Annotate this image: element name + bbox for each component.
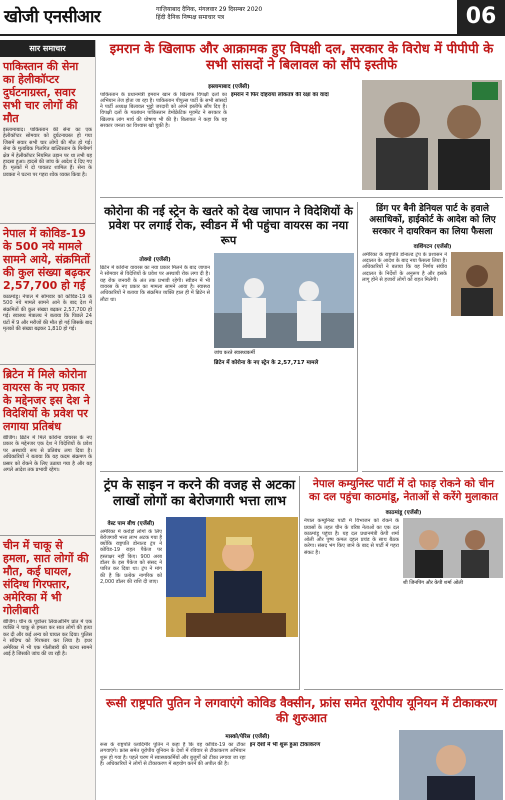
brief-body: इस्लामाबाद। पाकिस्तान की सेना का एक हेलीकॉप्टर सोमवार को दुर्घटनाग्रस्त हो गया जिसमें सवार सभी चार लोगों की मौत हो गई। सेना के मुताबिक गिलगित बाल्टिस्तान के मिनीमर्ग क्षेत्र में हेलीकॉप्टर नियमित उड़ान पर था तभी यह हादसा हुआ। हादसे की जांच के आदेश दे दिए गए हैं। मृतकों में दो पायलट शामिल हैं। सेना के प्रवक्ता ने घटना पर गहरा शोक व्यक्त किया है। [0,127,95,223]
brief-headline: चीन में चाकू से हमला, सात लोगों की मौत, कई घायल, संदिग्ध गिरफ्तार, अमेरिका में भी गोलीबारी [3,539,89,617]
story-byline: मास्को/पेरिस (एजेंसी) [225,734,270,740]
story-body-continued [231,92,358,196]
story-subhead: ब्रिटेन में कोरोना के नए स्ट्रेन के 2,57,717 मामले [214,360,319,367]
story-byline: काठमांडू (एजेंसी) [385,510,422,517]
story-trump [100,476,300,690]
sidebar-briefs [0,40,96,800]
sidebar-title: सार समाचार [0,40,95,57]
story-putin [100,694,503,800]
story-subhead: इमरान ने फिर दोहराया लोकतंत्र की रक्षा का वादा [231,91,329,98]
story-photo [451,252,503,316]
brief-body: काठमांडू। नेपाल में सोमवार को कोविड-19 के 500 नये मामले सामने आने के बाद देश में संक्रमितों की कुल संख्या बढ़कर 2,57,700 हो गई। स्वास्थ्य मंत्रालय ने बताया कि पिछले 24 घंटों में 9 और मरीजों की मौत हो गई जिसके बाद मृतकों की संख्या बढ़कर 1,810 हो गई। [0,294,95,364]
main-news-area [100,40,503,800]
story-body: अमेरिका के राष्ट्रपति डोनाल्ड ट्रंप के प्रशासन ने अदालत के आदेश के बाद नया फैसला लिया है। अधिकारियों ने बताया कि यह निर्णय संघीय अदालत के निर्देशों के अनुरूप है और इसके लागू होने से हजारों लोगों को राहत मिलेगी। [362,251,447,283]
story-headline: नेपाल कम्युनिस्ट पार्टी में दो फाड़ रोकने को चीन का दल पहुंचा काठमांडू, नेताओं से करेंगे मुलाकात [309,478,498,504]
story-headline: कोरोना की नई स्ट्रेन के खतरे को देख जापान ने विदेशियों के प्रवेश पर लगाई रोक, स्वीडन में भी पहुंचा वायरस का नया रूप [104,204,353,247]
person-photo [451,252,503,316]
imran-bilawal-photo [362,80,502,190]
newspaper-logo: खोजी एनसीआर [4,7,101,27]
brief-body: बीजिंग। ब्रिटेन में मिले कोरोना वायरस के नए प्रकार के मद्देनजर एक देश ने विदेशियों के प्रवेश पर अस्थायी रूप से प्रतिबंध लगा दिया है। अधिकारियों ने बताया कि यह कदम संक्रमण के प्रसार को रोकने के लिए उठाया गया है और यह अगले आदेश तक प्रभावी रहेगा। [0,435,95,535]
masthead [0,0,505,36]
story-photo [399,730,503,800]
tagline: हिंदी दैनिक निष्पक्ष समाचार पत्र [156,14,225,21]
leaders-photo [403,518,503,578]
story-body-continued [403,588,503,668]
page-number: 06 [457,0,505,34]
story-photo [214,253,354,348]
photo-caption: जांच करते स्वास्थ्यकर्मी [214,350,255,357]
brief-item [0,536,95,739]
story-photo [362,80,502,190]
story-byline: वेस्ट पाम बीच (एजेंसी) [107,520,155,527]
story-body-continued [214,366,354,446]
story-subhead: इन देशों में भी शुरू हुआ टीकाकरण [249,742,321,748]
brief-headline: पाकिस्तान की सेना का हेलीकॉप्टर दुर्घटनाग्रस्त, सवार सभी चार लोगों की मौत [3,60,79,125]
date-line: गाज़ियाबाद दैनिक, मंगलवार 29 दिसम्बर 2020 [156,6,263,13]
story-byline: इस्लामाबाद (एजेंसी) [208,83,250,90]
story-body: रूस के राष्ट्रपति व्लादिमीर पुतिन ने कहा है कि वह कोविड-19 का टीका लगवाएंगे। फ्रांस समेत यूरोपीय यूनियन के देशों में रविवार से टीकाकरण अभियान शुरू हो गया है। पहले चरण में स्वास्थ्यकर्मियों और बुजुर्गों को टीका लगाया जा रहा है। अधिकारियों ने लोगों से टीकाकरण में सहयोग करने की अपील की है। [100,742,246,767]
story-imran [100,40,503,198]
story-body: पाकिस्तान के प्रधानमंत्री इमरान खान के खिलाफ विपक्षी दलों का अभियान तेज होता जा रहा है। पाकिस्तान पीपुल्स पार्टी के सभी सांसदों ने पार्टी अध्यक्ष बिलावल भुट्टो जरदारी को अपने इस्तीफे सौंप दिए हैं। विपक्षी दलों के गठबंधन पाकिस्तान डेमोक्रेटिक मूवमेंट ने सरकार के खिलाफ लांग मार्च की घोषणा भी की है। बिलावल ने कहा कि यह सरकार जनता का विश्वास खो चुकी है। [100,91,227,129]
story-headline: इमरान के खिलाफ और आक्रामक हुए विपक्षी दल, सरकार के विरोध में पीपीपी के सभी सांसदों ने बिलावल को सौंपे इस्तीफे [109,42,494,74]
story-body-continued [250,742,396,800]
story-nepal [304,476,503,690]
brief-body: बीजिंग। चीन के पूर्वोत्तर लियाओनिंग प्रांत में एक व्यक्ति ने चाकू से हमला कर सात लोगों की हत्या कर दी और कई अन्य को घायल कर दिया। पुलिस ने संदिग्ध को गिरफ्तार कर लिया है। इधर अमेरिका में भी एक गोलीबारी की घटना सामने आई है जिसकी जांच की जा रही है। [0,619,95,739]
brief-item [0,224,95,364]
brief-headline: नेपाल में कोविड-19 के 500 नये मामले सामने आये, संक्रमितों की कुल संख्या बढ़कर 2,57,700 हो गई [3,227,91,292]
putin-photo [399,730,503,800]
story-byline: वाशिंगटन (एजेंसी) [413,243,452,250]
story-photo [403,518,503,578]
story-body: नेपाल कम्युनिस्ट पार्टी में विभाजन को रोकने के प्रयासों के तहत चीन के वरिष्ठ नेताओं का एक दल काठमांडू पहुंचा है। यह दल प्रधानमंत्री केपी शर्मा ओली और पुष्प कमल दहल प्रचंड के साथ बैठक करेगा। संसद भंग किए जाने के बाद से पार्टी में गहरा संकट है। [304,518,399,556]
brief-headline: ब्रिटेन में मिले कोरोना वायरस के नए प्रकार के मद्देनजर इस देश ने विदेशियों के प्रवेश पर लगाया प्रतिबंध [3,368,90,433]
story-japan [100,202,358,472]
story-headline: ट्रंप के साइन न करने की वजह से अटका लाखों लोगों का बेरोजगारी भत्ता लाभ [103,478,296,510]
masthead-dateline [156,6,346,22]
story-body: ब्रिटेन में कोरोना वायरस का नया प्रकार मिलने के बाद जापान ने सोमवार से विदेशियों के प्रवेश पर अस्थायी रोक लगा दी है। यह रोक जनवरी के अंत तक प्रभावी रहेगी। स्वीडन में भी वायरस के नए प्रकार का मामला सामने आया है। स्वास्थ्य अधिकारियों ने बताया कि संक्रमित व्यक्ति हाल ही में ब्रिटेन से लौटा था। [100,265,210,303]
story-body-continued [451,316,503,446]
story-headline: डिंग पर बैनी डेनियल पार्ट के हवाले असाधिकों, हाईकोर्ट के आदेश को लिए सरकार ने दायरिकन का लिया फैसला [369,204,496,237]
trump-photo [166,517,298,637]
story-byline: तोक्यो (एजेंसी) [139,257,171,264]
photo-caption: शी जिनपिंग और केपी शर्मा ओली [403,580,463,587]
brief-item [0,57,95,223]
brief-item [0,365,95,535]
story-court [362,202,503,472]
health-workers-photo [214,253,354,348]
story-photo [166,517,298,637]
story-headline: रूसी राष्ट्रपति पुतिन ने लगवाएंगे कोविड वैक्सीन, फ्रांस समेत यूरोपीय यूनियन में टीकाकरण की शुरुआत [106,696,497,725]
story-body: अमेरिका में करोड़ों लोगों के लिए बेरोजगारी भत्ता लाभ अटक गया है क्योंकि राष्ट्रपति डोनाल्ड ट्रंप ने कोविड-19 राहत पैकेज पर हस्ताक्षर नहीं किए। 900 अरब डॉलर के इस पैकेज को संसद ने पारित कर दिया था। ट्रंप ने मांग की है कि प्रत्येक नागरिक को 2,000 डॉलर की राशि दी जाए। [100,528,162,585]
